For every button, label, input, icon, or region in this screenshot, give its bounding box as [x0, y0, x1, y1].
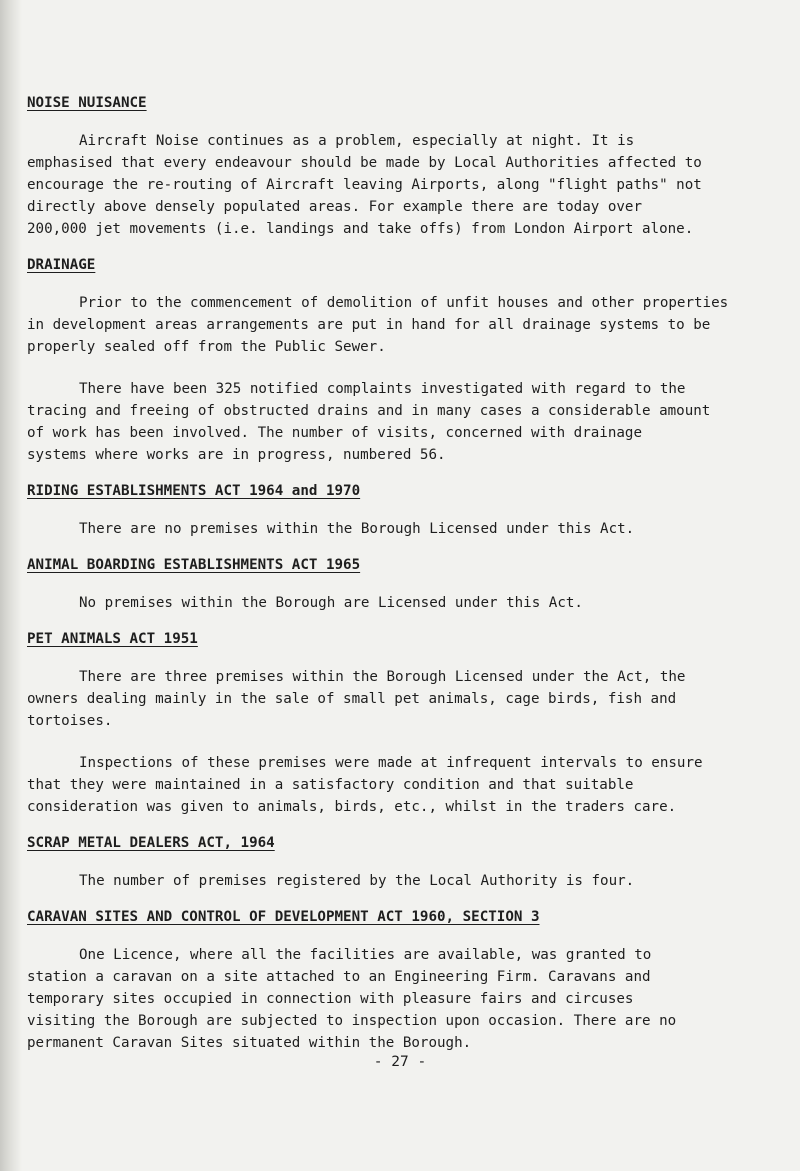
page-number: - 27 -: [373, 1054, 427, 1070]
section-animal-boarding: [27, 554, 795, 614]
section-caravan-sites: [27, 906, 795, 1054]
paragraph: No premises within the Borough are Licensed under this Act.: [79, 595, 583, 611]
paragraph: There have been 325 notified complaints investigated with regard to the tracing and freeing of obstructed drains and in many cases a considerable amount of work has been involved. The number of visits, concerned with drainage systems where works are in progress, numbered 56.: [27, 381, 711, 463]
section-pet-animals: [27, 628, 795, 818]
section-heading: NOISE NUISANCE: [27, 95, 147, 111]
paragraph: The number of premises registered by the Local Authority is four.: [79, 873, 635, 889]
section-heading: PET ANIMALS ACT 1951: [27, 631, 198, 647]
section-heading: CARAVAN SITES AND CONTROL OF DEVELOPMENT ACT 1960, SECTION 3: [27, 909, 540, 925]
paragraph: There are three premises within the Borough Licensed under the Act, the owners dealing mainly in the sale of small pet animals, cage birds, fish and tortoises.: [27, 669, 686, 729]
section-heading: ANIMAL BOARDING ESTABLISHMENTS ACT 1965: [27, 557, 361, 573]
paragraph: Inspections of these premises were made at infrequent intervals to ensure that they were maintained in a satisfactory condition and that suitable consideration was given to animals, birds, etc., whilst in the traders care.: [27, 755, 703, 815]
paragraph: Aircraft Noise continues as a problem, especially at night. It is emphasised that every endeavour should be made by Local Authorities affected to encourage the re-routing of Aircraft leaving Airports, along "flight paths" not directly above densely populated areas. For example there are today over 200,000 jet movements (i.e. landings and take offs) from London Airport alone.: [27, 133, 702, 237]
section-drainage: [27, 254, 795, 466]
section-noise-nuisance: [27, 92, 795, 240]
paragraph: There are no premises within the Borough Licensed under this Act.: [79, 521, 635, 537]
document-page: [27, 92, 795, 1054]
section-heading: SCRAP METAL DEALERS ACT, 1964: [27, 835, 275, 851]
scan-page-edge: [0, 0, 22, 1171]
section-heading: DRAINAGE: [27, 257, 96, 273]
paragraph: Prior to the commencement of demolition of unfit houses and other properties in development areas arrangements are put in hand for all drainage systems to be properly sealed off from the Public Sewer.: [27, 295, 729, 355]
section-riding-establishments: [27, 480, 795, 540]
section-scrap-metal-dealers: [27, 832, 795, 892]
section-heading: RIDING ESTABLISHMENTS ACT 1964 and 1970: [27, 483, 361, 499]
paragraph: One Licence, where all the facilities are available, was granted to station a caravan on a site attached to an Engineering Firm. Caravans and temporary sites occupied in connection with pleasure fairs and circuses visiting the Borough are subjected to inspection upon occasion. There are no permanent Caravan Sites situated within the Borough.: [27, 947, 677, 1051]
